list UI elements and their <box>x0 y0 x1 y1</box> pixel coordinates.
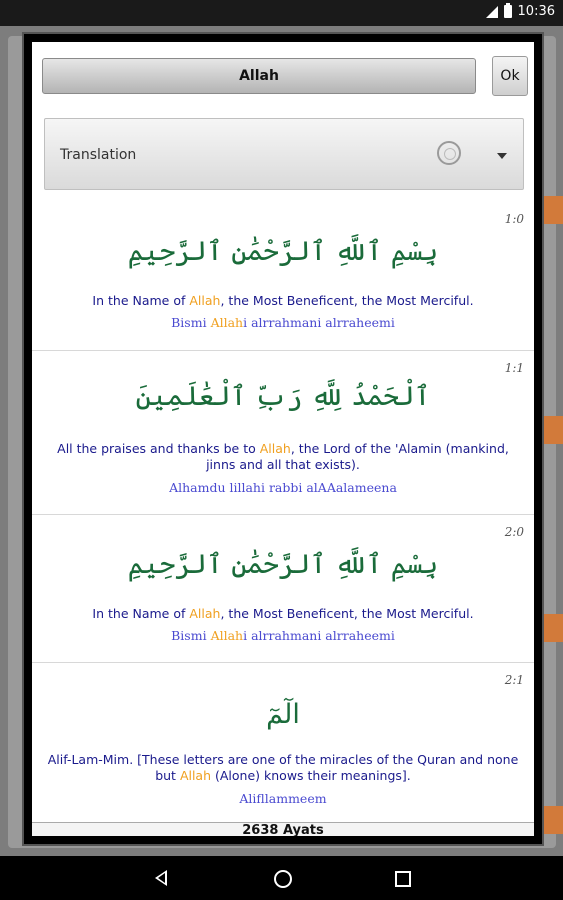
radio-icon[interactable] <box>437 141 461 165</box>
arabic-text: ٱلْحَمْدُ لِلَّهِ رَبِّ ٱلْعَٰلَمِينَ <box>135 381 431 412</box>
ok-button[interactable]: Ok <box>492 56 528 96</box>
recent-apps-icon[interactable] <box>395 871 411 887</box>
translation-text: In the Name of Allah, the Most Beneficent, the Most Merciful. <box>92 606 474 621</box>
ayah-number: 1:0 <box>504 212 524 226</box>
translation-text: Alif-Lam-Mim. [These letters are one of the miracles of the Quran and none but Allah (Alone) knows their meanings]. <box>47 752 519 783</box>
dialog-content <box>32 42 534 836</box>
signal-icon <box>486 6 498 18</box>
translation-text: In the Name of Allah, the Most Beneficent, the Most Merciful. <box>92 293 474 308</box>
navigation-bar <box>0 856 563 900</box>
transliteration-text: Bismi Allahi alrrahmani alrraheemi <box>171 315 395 330</box>
dropdown-caret-icon[interactable] <box>497 153 507 159</box>
list-item[interactable] <box>32 515 534 663</box>
ayah-number: 2:0 <box>504 525 524 539</box>
ayah-number: 2:1 <box>504 673 524 687</box>
arabic-text: الٓمٓ <box>266 699 300 730</box>
list-item[interactable] <box>32 202 534 351</box>
list-item[interactable] <box>32 663 534 822</box>
ayah-number: 1:1 <box>504 361 524 375</box>
word-dialog <box>22 32 544 846</box>
ayat-count-footer: 2638 Ayats <box>32 822 534 836</box>
battery-icon <box>504 5 512 18</box>
ayah-list[interactable] <box>32 202 534 822</box>
translation-text: All the praises and thanks be to Allah, the Lord of the 'Alamin (mankind, jinns and all that exists). <box>57 441 509 472</box>
translation-label: Translation <box>60 147 137 163</box>
transliteration-text: Bismi Allahi alrrahmani alrraheemi <box>171 628 395 643</box>
word-button[interactable]: Allah <box>42 58 476 94</box>
status-bar <box>0 0 563 26</box>
transliteration-text: Alhamdu lillahi rabbi alAAalameena <box>169 480 397 495</box>
back-icon[interactable] <box>155 870 167 886</box>
transliteration-text: Alifllammeem <box>239 791 327 806</box>
arabic-text: بِسْمِ ٱللَّهِ ٱلرَّحْمَٰنِ ٱلرَّحِيمِ <box>127 236 439 267</box>
arabic-text: بِسْمِ ٱللَّهِ ٱلرَّحْمَٰنِ ٱلرَّحِيمِ <box>127 549 439 580</box>
list-item[interactable] <box>32 351 534 515</box>
home-icon[interactable] <box>274 870 292 888</box>
translation-spinner[interactable] <box>44 118 524 190</box>
status-time: 10:36 <box>517 4 555 19</box>
